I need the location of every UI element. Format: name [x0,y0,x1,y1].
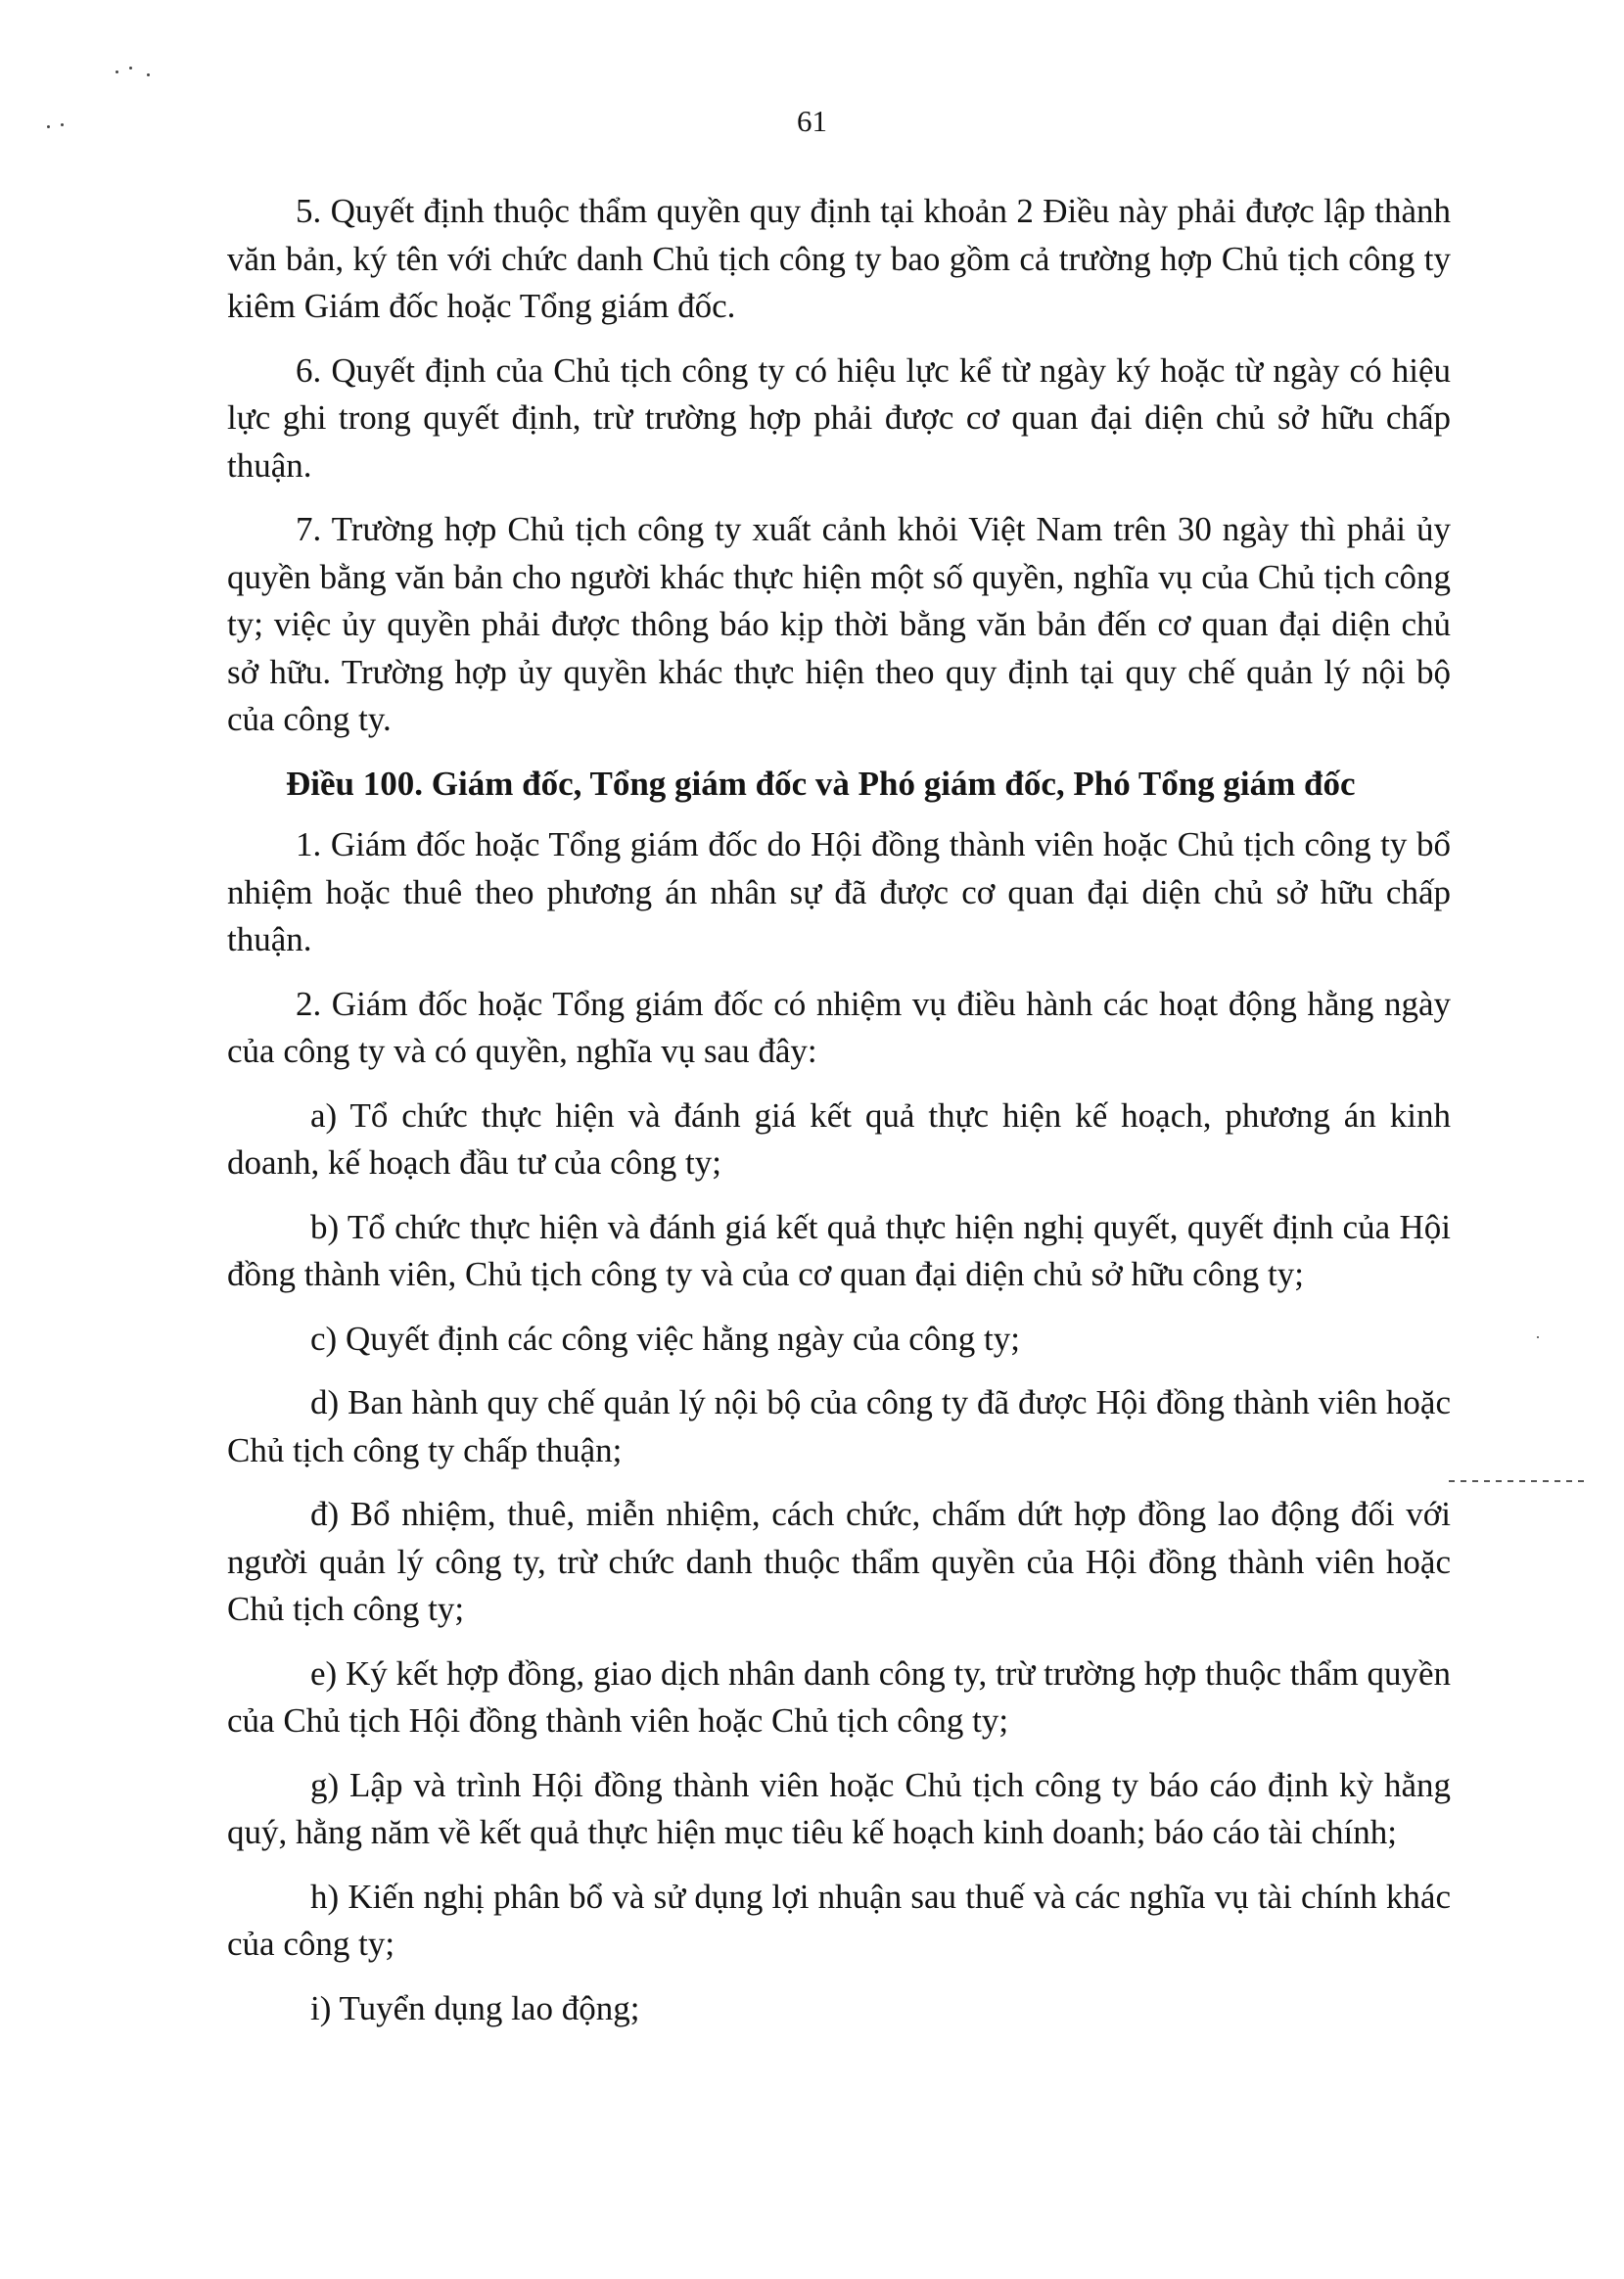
document-body [227,188,1451,2049]
scan-speck [129,67,132,70]
point-c: c) Quyết định các công việc hằng ngày của công ty; [310,1319,1021,1358]
point-a: a) Tổ chức thực hiện và đánh giá kết quả thực hiện kế hoạch, phương án kinh doanh, kế hoạch đầu tư của công ty; [227,1095,1451,1182]
paragraph-clause-5: 5. Quyết định thuộc thẩm quyền quy định tại khoản 2 Điều này phải được lập thành văn bản, ký tên với chức danh Chủ tịch công ty bao gồm cả trường hợp Chủ tịch công ty kiêm Giám đốc hoặc Tổng giám đốc. [227,192,1451,325]
scan-speck [147,73,150,76]
paragraph-clause-7: 7. Trường hợp Chủ tịch công ty xuất cảnh khỏi Việt Nam trên 30 ngày thì phải ủy quyền bằng văn bản cho người khác thực hiện một số quyền, nghĩa vụ của Chủ tịch công ty; việc ủy quyền phải được thông báo kịp thời bằng văn bản đến cơ quan đại diện chủ sở hữu. Trường hợp ủy quyền khác thực hiện theo quy định tại quy chế quản lý nội bộ của công ty. [227,510,1451,738]
scan-speck [116,70,118,73]
scan-dash-mark [1449,1480,1586,1482]
point-dd: đ) Bổ nhiệm, thuê, miễn nhiệm, cách chức, chấm dứt hợp đồng lao động đối với người quản lý công ty, trừ chức danh thuộc thẩm quyền của Hội đồng thành viên hoặc Chủ tịch công ty; [227,1495,1451,1628]
point-i: i) Tuyển dụng lao động; [310,1988,640,2027]
point-g: g) Lập và trình Hội đồng thành viên hoặc Chủ tịch công ty báo cáo định kỳ hằng quý, hằng năm về kết quả thực hiện mục tiêu kế hoạch kinh doanh; báo cáo tài chính; [227,1765,1451,1851]
point-e: e) Ký kết hợp đồng, giao dịch nhân danh công ty, trừ trường hợp thuộc thẩm quyền của Chủ tịch Hội đồng thành viên hoặc Chủ tịch công ty; [227,1653,1451,1740]
article-clause-2: 2. Giám đốc hoặc Tổng giám đốc có nhiệm vụ điều hành các hoạt động hằng ngày của công ty và có quyền, nghĩa vụ sau đây: [227,984,1451,1070]
page-number: 61 [797,104,827,138]
scan-speck [1537,1336,1539,1338]
article-clause-1: 1. Giám đốc hoặc Tổng giám đốc do Hội đồng thành viên hoặc Chủ tịch công ty bổ nhiệm hoặc thuê theo phương án nhân sự đã được cơ quan đại diện chủ sở hữu chấp thuận. [227,825,1451,958]
paragraph-clause-6: 6. Quyết định của Chủ tịch công ty có hiệu lực kể từ ngày ký hoặc từ ngày có hiệu lực ghi trong quyết định, trừ trường hợp phải được cơ quan đại diện chủ sở hữu chấp thuận. [227,350,1451,485]
article-heading: Điều 100. Giám đốc, Tổng giám đốc và Phó giám đốc, Phó Tổng giám đốc [286,764,1356,803]
point-b: b) Tổ chức thực hiện và đánh giá kết quả thực hiện nghị quyết, quyết định của Hội đồng thành viên, Chủ tịch công ty và của cơ quan đại diện chủ sở hữu công ty; [227,1207,1451,1293]
point-d: d) Ban hành quy chế quản lý nội bộ của công ty đã được Hội đồng thành viên hoặc Chủ tịch công ty chấp thuận; [227,1383,1451,1469]
point-h: h) Kiến nghị phân bổ và sử dụng lợi nhuận sau thuế và các nghĩa vụ tài chính khác của công ty; [227,1877,1451,1963]
